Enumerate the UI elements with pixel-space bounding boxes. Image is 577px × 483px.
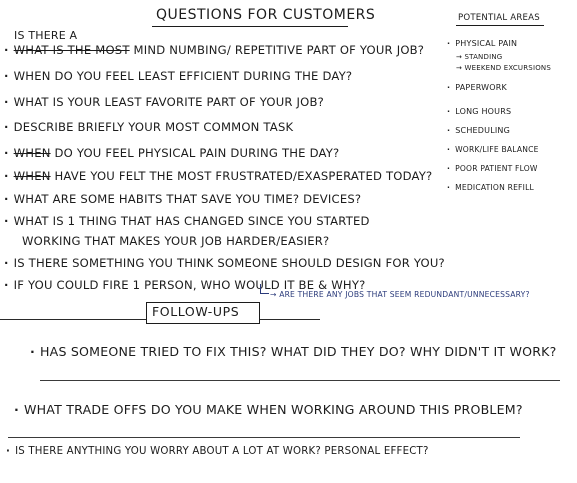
area-subitem: → STANDING bbox=[456, 53, 503, 61]
area-item: · PAPERWORK bbox=[447, 83, 507, 92]
follow-up-item: · IS THERE ANYTHING YOU WORRY ABOUT A LOT AT WORK? PERSONAL EFFECT? bbox=[6, 446, 429, 457]
inserted-text: IS THERE A bbox=[14, 29, 78, 42]
list-item: · IF YOU COULD FIRE 1 PERSON, WHO WOULD IT BE & WHY? bbox=[4, 278, 366, 292]
area-item: · SCHEDULING bbox=[447, 126, 510, 135]
follow-up-item: · WHAT TRADE OFFS DO YOU MAKE WHEN WORKING AROUND THIS PROBLEM? bbox=[14, 402, 523, 417]
list-item-continued: WORKING THAT MAKES YOUR JOB HARDER/EASIER? bbox=[22, 234, 330, 248]
divider bbox=[260, 319, 320, 320]
potential-areas-heading: POTENTIAL AREAS bbox=[458, 13, 540, 23]
struck-text: WHEN bbox=[13, 169, 51, 183]
area-item: · LONG HOURS bbox=[447, 107, 512, 116]
list-item: · WHEN HAVE YOU FELT THE MOST FRUSTRATED/EXASPERATED TODAY? bbox=[4, 169, 433, 183]
list-item: · WHAT IS THE MOST MIND NUMBING/ REPETITIVE PART OF YOUR JOB? bbox=[4, 43, 425, 57]
title-underline bbox=[152, 26, 348, 27]
area-item: · PHYSICAL PAIN bbox=[447, 39, 518, 48]
follow-ups-heading: FOLLOW-UPS bbox=[152, 304, 240, 319]
area-subitem: → WEEKEND EXCURSIONS bbox=[456, 64, 552, 72]
list-item: · DESCRIBE BRIEFLY YOUR MOST COMMON TASK bbox=[4, 120, 294, 134]
list-item: · WHEN DO YOU FEEL LEAST EFFICIENT DURING THE DAY? bbox=[4, 69, 353, 83]
sub-note: → ARE THERE ANY JOBS THAT SEEM REDUNDANT/UNNECESSARY? bbox=[270, 290, 530, 299]
divider bbox=[8, 437, 520, 438]
divider bbox=[40, 380, 560, 381]
area-item: · POOR PATIENT FLOW bbox=[447, 164, 538, 173]
heading-underline bbox=[456, 25, 544, 26]
list-item: · WHAT IS YOUR LEAST FAVORITE PART OF YOUR JOB? bbox=[4, 95, 324, 109]
area-item: · WORK/LIFE BALANCE bbox=[447, 145, 539, 154]
page-title: QUESTIONS FOR CUSTOMERS bbox=[156, 7, 376, 23]
arrow-icon bbox=[260, 284, 269, 294]
list-item: · WHAT ARE SOME HABITS THAT SAVE YOU TIME? DEVICES? bbox=[4, 192, 362, 206]
struck-text: WHEN bbox=[13, 146, 51, 160]
divider bbox=[0, 319, 146, 320]
list-item: · WHAT IS 1 THING THAT HAS CHANGED SINCE YOU STARTED bbox=[4, 214, 370, 228]
area-item: · MEDICATION REFILL bbox=[447, 183, 534, 192]
struck-text: WHAT IS THE MOST bbox=[13, 43, 130, 57]
follow-up-item: · HAS SOMEONE TRIED TO FIX THIS? WHAT DID THEY DO? WHY DIDN'T IT WORK? bbox=[30, 344, 557, 359]
list-item: · WHEN DO YOU FEEL PHYSICAL PAIN DURING THE DAY? bbox=[4, 146, 340, 160]
list-item: · IS THERE SOMETHING YOU THINK SOMEONE SHOULD DESIGN FOR YOU? bbox=[4, 256, 445, 270]
